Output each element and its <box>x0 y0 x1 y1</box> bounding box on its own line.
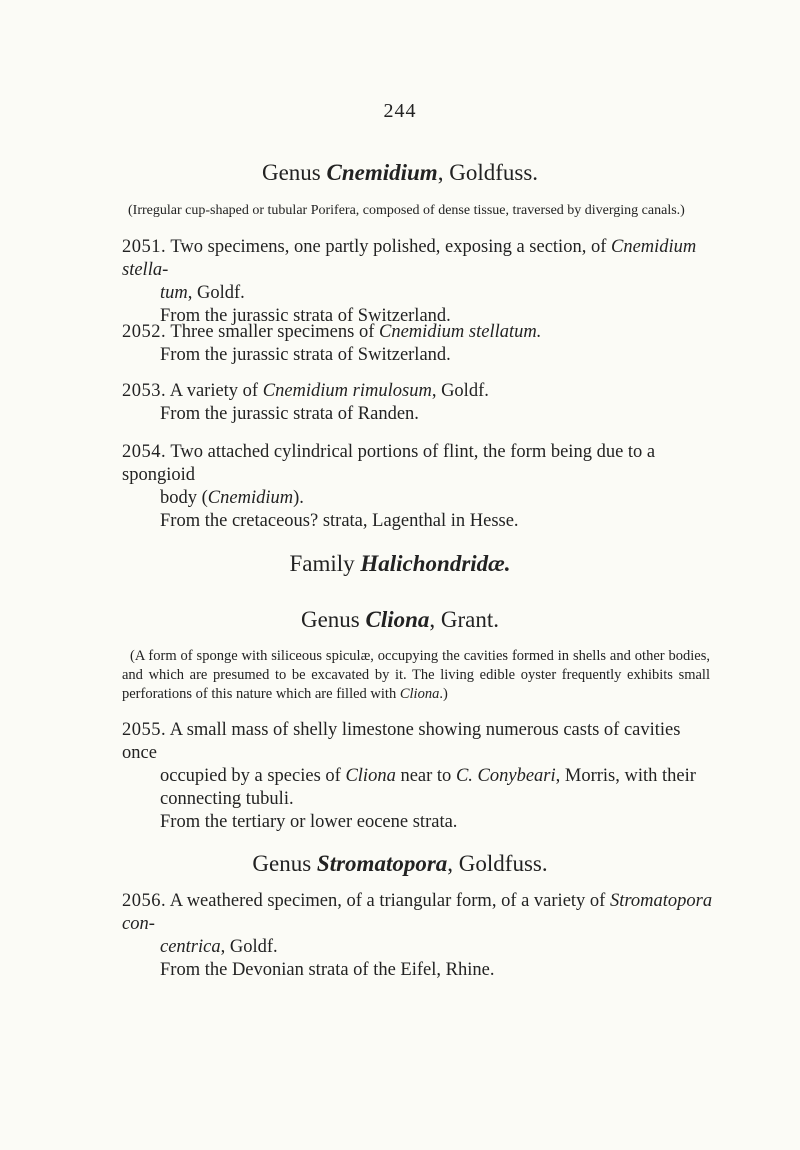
authority: , Grant. <box>429 607 500 632</box>
locality: From the jurassic strata of Switzerland. <box>160 306 451 326</box>
authority: , Goldfuss. <box>447 851 548 876</box>
entry-2053: 2053. A variety of Cnemidium rimulosum, Goldf. From the jurassic strata of Randen. <box>122 380 714 426</box>
heading-prefix: Family <box>289 551 355 576</box>
cnemidium-note: (Irregular cup-shaped or tubular Porifera, composed of dense tissue, traversed by diverging canals.) <box>128 203 685 218</box>
entry-number: 2051. <box>122 237 167 257</box>
species-name: Cnemidium rimulosum <box>262 381 432 401</box>
genus-cliona-heading <box>0 607 800 633</box>
species-name: Cnemidium stella- <box>122 237 697 280</box>
locality: From the jurassic strata of Switzerland. <box>160 345 451 365</box>
entry-2054: 2054. Two attached cylindrical portions of flint, the form being due to a spongioid body (Cnemidium). From the cretaceous? strata, Lagenthal in Hesse. <box>122 441 714 533</box>
entry-number: 2055. <box>122 720 167 740</box>
family-name: Halichondridæ. <box>360 551 511 576</box>
entry-2052: 2052. Three smaller specimens of Cnemidium stellatum. From the jurassic strata of Switzerland. <box>122 321 714 367</box>
heading-prefix: Genus <box>300 607 360 632</box>
locality: From the Devonian strata of the Eifel, Rhine. <box>160 960 495 980</box>
genus-name: Cliona <box>365 607 430 632</box>
species-name: Cnemidium <box>207 488 294 508</box>
authority: , Goldfuss. <box>437 160 539 185</box>
page-number: 244 <box>383 100 417 122</box>
genus-name: Stromatopora <box>316 851 448 876</box>
genus-name: Cnemidium <box>326 160 438 185</box>
locality: From the cretaceous? strata, Lagenthal in Hesse. <box>160 511 519 531</box>
species-name: Cliona <box>345 766 396 786</box>
species-name: C. Conybeari <box>455 766 556 786</box>
locality: From the jurassic strata of Randen. <box>160 404 419 424</box>
entry-2051: 2051. Two specimens, one partly polished, exposing a section, of Cnemidium stella- tum, Goldf. From the jurassic strata of Switzerland. <box>122 236 714 328</box>
locality: From the tertiary or lower eocene strata. <box>160 812 458 832</box>
genus-cnemidium-heading <box>0 160 800 186</box>
entry-number: 2053. <box>122 381 167 401</box>
entry-2056: 2056. A weathered specimen, of a triangular form, of a variety of Stromatopora con- centrica, Goldf. From the Devonian strata of the Eifel, Rhine. <box>122 891 713 980</box>
family-halichondridae-heading <box>0 551 800 577</box>
species-name: Stromatopora con- <box>122 891 713 934</box>
entry-2055: 2055. A small mass of shelly limestone showing numerous casts of cavities once occupied by a species of Cliona near to C. Conybeari, Morris, with their connecting tubuli. From the tertiary or lower eocene strata. <box>122 719 714 834</box>
heading-prefix: Genus <box>261 160 321 185</box>
entry-number: 2054. <box>122 442 167 462</box>
species-name: Cnemidium stellatum. <box>378 322 542 342</box>
entry-number: 2056. <box>122 891 167 911</box>
cliona-note: (A form of sponge with siliceous spiculæ, occupying the cavities formed in shells and other bodies, and which are presumed to be excavated by it. The living edible oyster frequently exhibits small perforations of this nature which are filled with Cliona.) <box>122 648 710 702</box>
entry-number: 2052. <box>122 322 167 342</box>
heading-prefix: Genus <box>252 851 312 876</box>
genus-stromatopora-heading <box>0 851 800 877</box>
